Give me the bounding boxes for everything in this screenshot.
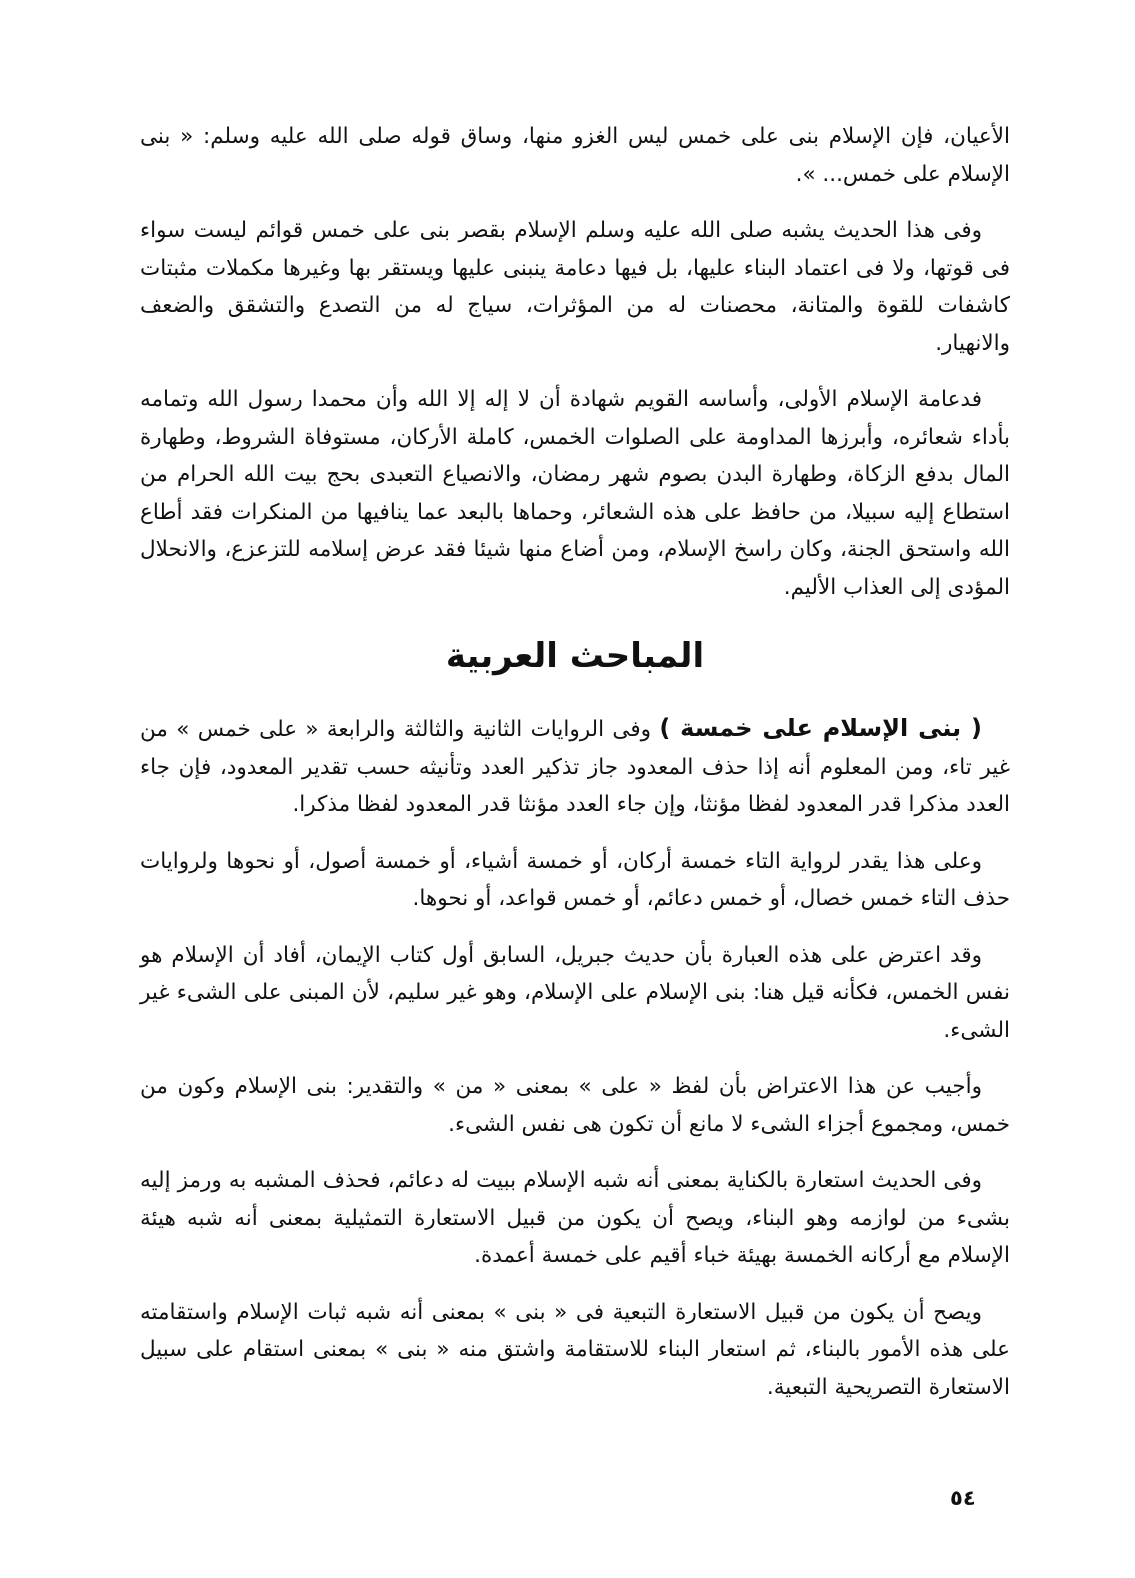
- lead-phrase: ( بنى الإسلام على خمسة ): [659, 714, 983, 742]
- paragraph-grammar-lead: [140, 710, 1010, 824]
- page-body: [140, 118, 1010, 1425]
- paragraph-pillars-explanation: فدعامة الإسلام الأولى، وأساسه القويم شهادة أن لا إله إلا الله وأن محمدا رسول الله وتمامه بأداء شعائره، وأبرزها المداومة على الصلوات الخمس، كاملة الأركان، مستوفاة الشروط، وطهارة المال بدفع الزكاة، وطهارة البدن بصوم شهر رمضان، والانصياع التعبدى بحج بيت الله الحرام من استطاع إليه سبيلا، من حافظ على هذه الشعائر، وحماها بالبعد عما ينافيها من المنكرات فقد أطاع الله واستحق الجنة، وكان راسخ الإسلام، ومن أضاع منها شيئا فقد عرض إسلامه للتزعزع، والانحلال المؤدى إلى العذاب الأليم.: [140, 387, 1010, 600]
- paragraph-house-metaphor: وفى هذا الحديث يشبه صلى الله عليه وسلم الإسلام بقصر بنى على خمس قوائم ليست سواء فى قوتها، ولا فى اعتماد البناء عليها، بل فيها دعامة ينبنى عليها ويستقر بها وغيرها مكملات مثبتات كاشفات للقوة والمتانة، محصنات له من المؤثرات، سياج له من التصدع والتشقق والضعف والانهيار.: [140, 218, 1010, 356]
- paragraph-answer: وأجيب عن هذا الاعتراض بأن لفظ « على » بمعنى « من » والتقدير: بنى الإسلام وكون من خمس، ومجموع أجزاء الشىء لا مانع أن تكون هى نفس الشىء.: [140, 1074, 1010, 1137]
- paragraph-objection: وقد اعترض على هذه العبارة بأن حديث جبريل، السابق أول كتاب الإيمان، أفاد أن الإسلام هو نفس الخمس، فكأنه قيل هنا: بنى الإسلام على الإسلام، وهو غير سليم، لأن المبنى على الشىء غير الشىء.: [140, 942, 1010, 1043]
- section-heading: المباحث العربية: [445, 636, 705, 676]
- paragraph-metaphor-tabaiya: ويصح أن يكون من قبيل الاستعارة التبعية فى « بنى » بمعنى أنه شبه ثبات الإسلام واستقامته على هذه الأمور بالبناء، ثم استعار البناء للاستقامة واشتق منه « بنى » بمعنى استقام على سبيل الاستعارة التصريحية التبعية.: [140, 1299, 1010, 1400]
- paragraph-metaphor-kinaya: وفى الحديث استعارة بالكناية بمعنى أنه شبه الإسلام ببيت له دعائم، فحذف المشبه به ورمز إليه بشىء من لوازمه وهو البناء، ويصح أن يكون من قبيل الاستعارة التمثيلية بمعنى أنه شبه هيئة الإسلام مع أركانه الخمسة بهيئة خباء أقيم على خمسة أعمدة.: [140, 1168, 1010, 1268]
- paragraph-continuation: الأعيان، فإن الإسلام بنى على خمس ليس الغزو منها، وساق قوله صلى الله عليه وسلم: « بنى الإسلام على خمس... ».: [140, 124, 1010, 187]
- paragraph-counted-noun: وعلى هذا يقدر لرواية التاء خمسة أركان، أو خمسة أشياء، أو خمسة أصول، أو نحوها ولروايات حذف التاء خمس خصال، أو خمس دعائم، أو خمس قواعد، أو نحوها.: [140, 848, 1010, 911]
- lead-rest-text: وفى الروايات الثانية والثالثة والرابعة « على خمس » من غير تاء، ومن المعلوم أنه إذا حذف المعدود جاز تذكير العدد وتأنيثه حسب تقدير المعدود، فإن جاء العدد مذكرا قدر المعدود لفظا مؤنثا، وإن جاء العدد مؤنثا قدر المعدود لفظا مذكرا.: [140, 717, 1010, 817]
- page-number: ٥٤: [950, 1486, 976, 1510]
